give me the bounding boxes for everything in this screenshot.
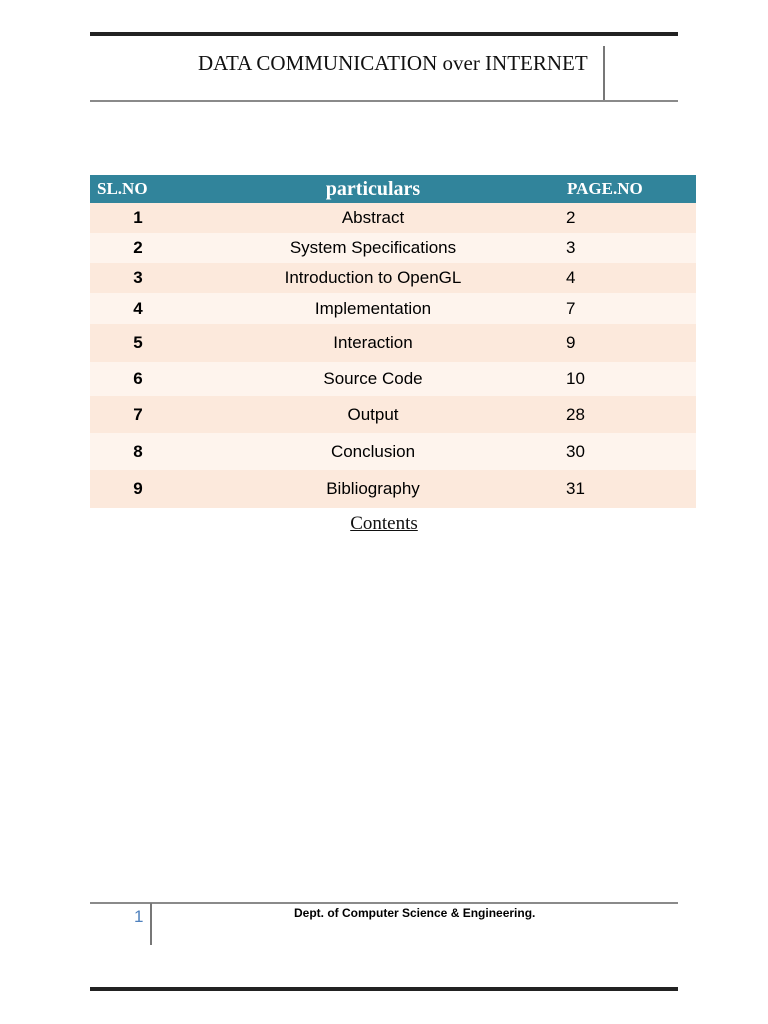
row-sl-no: 9 [133,479,143,498]
header-divider [603,46,605,101]
row-page-no: 30 [566,441,585,461]
table-row [90,433,696,470]
row-sl-no: 3 [133,268,143,287]
row-particulars: Output [347,404,399,424]
column-header-particulars: particulars [325,177,421,200]
page-number: 1 [134,907,144,926]
row-particulars: Interaction [333,333,413,352]
row-sl-no: 4 [133,298,143,318]
footer-divider [150,903,152,945]
row-page-no: 4 [566,268,576,287]
document-header-title: DATA COMMUNICATION over INTERNET [198,51,588,75]
row-particulars: Source Code [323,369,423,388]
column-header-page-no: PAGE.NO [567,179,643,198]
row-page-no: 10 [566,369,585,388]
row-sl-no: 6 [133,369,143,388]
row-sl-no: 7 [133,404,143,424]
row-sl-no: 5 [133,333,143,352]
footer-rule [90,902,678,904]
row-sl-no: 8 [133,441,143,461]
row-particulars: Conclusion [330,441,416,461]
row-sl-no: 1 [133,208,143,227]
row-particulars: System Specifications [289,238,457,257]
table-row [90,396,696,433]
column-header-sl-no: SL.NO [97,179,148,198]
footer-department: Dept. of Computer Science & Engineering. [294,906,536,920]
row-particulars: Implementation [314,298,432,318]
table-caption: Contents [350,513,418,534]
header-rule [90,100,678,102]
row-page-no: 28 [566,404,585,424]
row-sl-no: 2 [133,238,143,257]
row-page-no: 9 [566,333,576,352]
row-page-no: 2 [566,208,576,227]
row-particulars: Bibliography [326,479,420,498]
row-page-no: 3 [566,238,576,257]
table-header-row [90,175,696,203]
table-row [90,324,696,362]
table-row [90,263,696,293]
table-row [90,470,696,508]
row-page-no: 7 [566,298,576,318]
row-particulars: Abstract [341,208,405,227]
table-row [90,233,696,263]
top-border-rule [90,32,678,36]
row-page-no: 31 [566,479,585,498]
bottom-border-rule [90,987,678,991]
contents-table [90,175,696,508]
table-row [90,362,696,396]
table-row [90,203,696,233]
table-row [90,293,696,324]
row-particulars: Introduction to OpenGL [284,268,462,287]
